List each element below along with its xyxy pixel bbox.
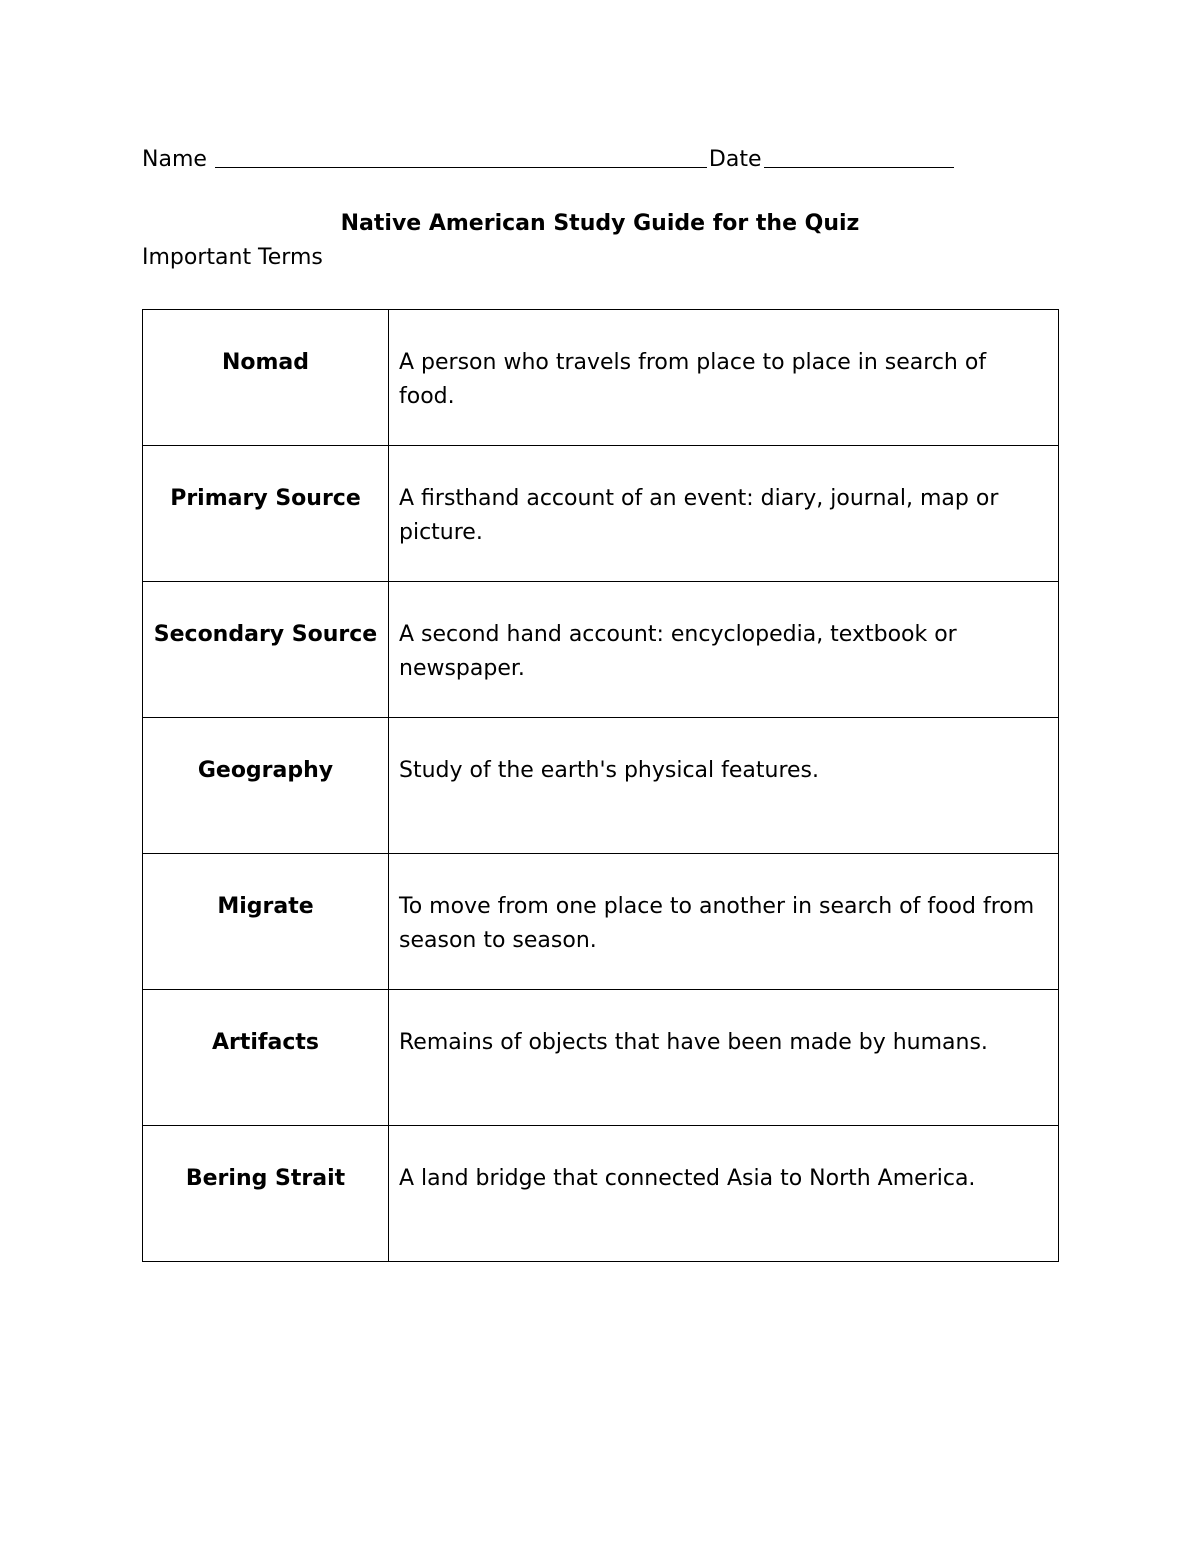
table-row <box>143 310 1059 446</box>
definition-text: A person who travels from place to place in search of food. <box>399 350 987 409</box>
definition-cell <box>389 1126 1059 1262</box>
date-field-blank[interactable] <box>764 145 954 168</box>
table-row <box>143 446 1059 582</box>
terms-table <box>142 309 1059 1262</box>
date-label: Date <box>708 147 762 172</box>
definition-text: Study of the earth's physical features. <box>399 758 820 783</box>
section-subtitle: Important Terms <box>142 245 323 270</box>
name-field-blank[interactable] <box>215 145 707 168</box>
definition-cell <box>389 990 1059 1126</box>
term-cell <box>143 582 389 718</box>
definition-text: Remains of objects that have been made by humans. <box>399 1030 988 1055</box>
name-date-line <box>142 143 954 172</box>
term-cell <box>143 310 389 446</box>
definition-text: A firsthand account of an event: diary, journal, map or picture. <box>399 486 999 545</box>
definition-text: A second hand account: encyclopedia, textbook or newspaper. <box>399 622 957 681</box>
term-cell <box>143 854 389 990</box>
definition-cell <box>389 310 1059 446</box>
table-row <box>143 718 1059 854</box>
definition-cell <box>389 446 1059 582</box>
term-cell <box>143 990 389 1126</box>
table-row <box>143 582 1059 718</box>
term-text: Artifacts <box>211 1030 319 1055</box>
definition-text: A land bridge that connected Asia to North America. <box>399 1166 976 1191</box>
term-cell <box>143 446 389 582</box>
page-title: Native American Study Guide for the Quiz <box>340 211 860 236</box>
table-row <box>143 854 1059 990</box>
term-cell <box>143 718 389 854</box>
definition-cell <box>389 718 1059 854</box>
table-row <box>143 1126 1059 1262</box>
definition-cell <box>389 854 1059 990</box>
term-text: Primary Source <box>170 486 361 511</box>
term-cell <box>143 1126 389 1262</box>
term-text: Geography <box>197 758 334 783</box>
name-label: Name <box>142 147 207 172</box>
definition-cell <box>389 582 1059 718</box>
term-text: Bering Strait <box>185 1166 346 1191</box>
definition-text: To move from one place to another in search of food from season to season. <box>399 894 1035 953</box>
table-row <box>143 990 1059 1126</box>
term-text: Nomad <box>221 350 310 375</box>
term-text: Secondary Source <box>153 622 378 647</box>
term-text: Migrate <box>217 894 314 919</box>
